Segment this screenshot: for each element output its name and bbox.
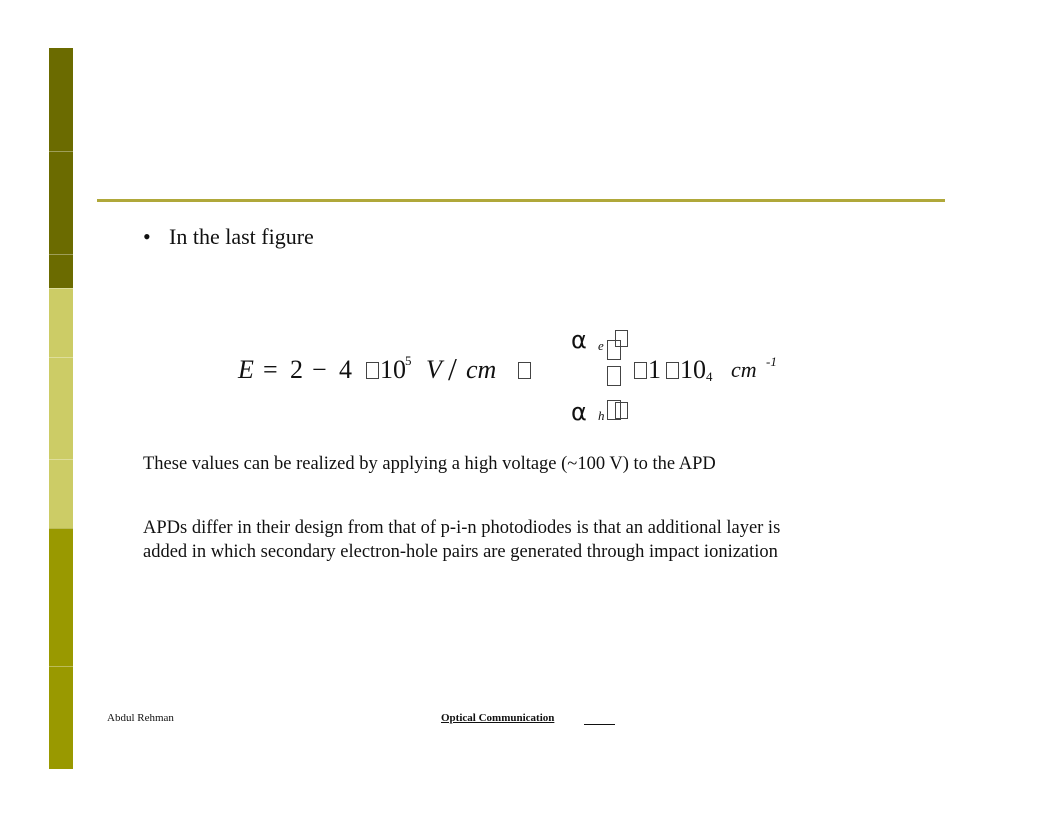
title-divider (97, 199, 945, 202)
sidebar-divider (49, 254, 73, 255)
sidebar-segment (49, 528, 73, 666)
missing-glyph-icon (607, 340, 621, 364)
eq-exponent-5: 5 (405, 353, 412, 368)
sidebar-segment (49, 391, 73, 459)
eq-slash: / (448, 351, 457, 387)
missing-glyph-icon (634, 362, 647, 383)
sidebar-divider (49, 357, 73, 358)
sidebar-segment (49, 151, 73, 254)
missing-glyph-icon (615, 330, 628, 351)
sidebar-divider (49, 288, 73, 289)
eq-equals: = (263, 355, 278, 384)
missing-glyph-icon (666, 362, 679, 383)
paragraph-apd-design: APDs differ in their design from that of p-i-n photodiodes is that an additional layer is added in which secondary electron-hole pairs are generated through impact ionization (143, 518, 781, 562)
sidebar-segment (49, 459, 73, 528)
sidebar-segment (49, 254, 73, 288)
missing-glyph-icon (607, 400, 621, 424)
bullet-text: In the last figure (169, 224, 314, 249)
eq-alpha-e: α (571, 326, 587, 354)
eq-symbol-V: V (426, 355, 442, 384)
footer-course-title: Optical Communication (441, 712, 555, 724)
eq-minus: − (312, 355, 327, 384)
eq-subscript-e: e (598, 338, 604, 353)
bullet-item (143, 224, 314, 250)
footer-author: Abdul Rehman (107, 712, 174, 724)
eq-alpha-h: α (571, 398, 587, 426)
eq-number-1: 1 (648, 355, 661, 384)
missing-glyph-icon (615, 402, 628, 423)
bullet-icon: • (143, 224, 151, 249)
sidebar-segment (49, 666, 73, 769)
footer-underline (584, 724, 615, 725)
eq-number-4: 4 (339, 355, 352, 384)
missing-glyph-icon (366, 362, 379, 383)
missing-glyph-icon (518, 362, 531, 383)
sidebar-divider (49, 528, 73, 529)
sidebar-divider (49, 666, 73, 667)
sidebar-decoration (49, 48, 73, 769)
sidebar-segment (49, 48, 73, 151)
eq-unit-cm: cm (466, 355, 497, 384)
sidebar-divider (49, 151, 73, 152)
eq-number-2: 2 (290, 355, 303, 384)
eq-number-10: 10 (380, 355, 406, 384)
eq-unit-cm-b: cm (731, 357, 757, 382)
eq-number-10-b: 10 (680, 355, 706, 384)
eq-exponent-neg1: -1 (766, 354, 777, 369)
sidebar-divider (49, 459, 73, 460)
eq-subscript-h: h (598, 408, 605, 423)
sidebar-segment (49, 288, 73, 391)
missing-glyph-icon (607, 366, 621, 390)
eq-exponent-4: 4 (706, 369, 713, 384)
paragraph-voltage: These values can be realized by applying a high voltage (~100 V) to the APD (143, 454, 716, 474)
eq-symbol-E: E (238, 355, 254, 384)
